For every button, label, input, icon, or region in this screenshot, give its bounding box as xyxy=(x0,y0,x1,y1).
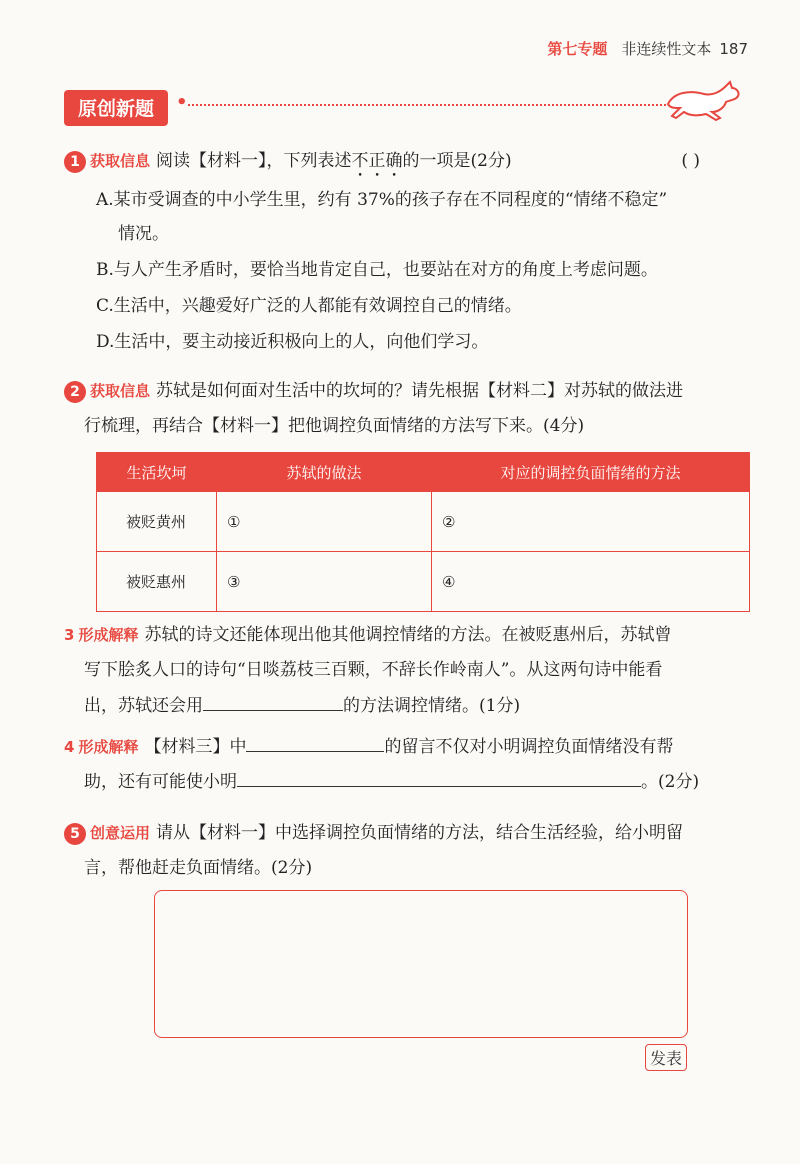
question-number: 1 xyxy=(64,151,86,173)
question-4 xyxy=(64,732,754,762)
question-text: 阅读【材料一】，下列表述 xyxy=(156,151,352,171)
question-3-cont: 写下脍炙人口的诗句“日啖荔枝三百颗，不辞长作岭南人”。从这两句诗中能看 xyxy=(84,660,663,680)
question-5 xyxy=(64,818,754,848)
topic-label: 非连续性文本 xyxy=(621,40,712,58)
banner-dotted-line xyxy=(188,104,670,106)
fill-blank[interactable] xyxy=(246,733,384,752)
question-number: 3 xyxy=(64,626,75,644)
question-2-cont: 行梳理，再结合【材料一】把他调控负面情绪的方法写下来。(4分) xyxy=(84,416,585,436)
page-number: 187 xyxy=(719,40,748,58)
question-text: 苏轼的诗文还能体现出他其他调控情绪的方法。在被贬惠州后，苏轼曾 xyxy=(144,625,672,645)
table-row xyxy=(97,552,750,612)
emphasis-text: 不正确 xyxy=(351,151,403,171)
section-banner: 原创新题 xyxy=(64,90,168,126)
banner-dot: • xyxy=(176,92,188,113)
fill-text: 。(2分) xyxy=(641,772,700,792)
answer-cell[interactable]: ④ xyxy=(432,552,750,612)
answer-table xyxy=(96,452,750,612)
table-header-row xyxy=(97,453,750,492)
running-cat-icon xyxy=(664,78,744,122)
answer-cell[interactable]: ③ xyxy=(217,552,432,612)
question-number: 4 xyxy=(64,738,75,756)
row-label: 被贬惠州 xyxy=(97,552,217,612)
question-3 xyxy=(64,620,754,650)
fill-blank[interactable] xyxy=(237,768,641,787)
question-text-end: 的一项是(2分) xyxy=(402,151,512,171)
question-1 xyxy=(64,146,754,181)
option-c: C.生活中，兴趣爱好广泛的人都能有效调控自己的情绪。 xyxy=(96,296,522,316)
question-text: 请从【材料一】中选择调控负面情绪的方法，结合生活经验，给小明留 xyxy=(156,823,684,843)
option-a: A.某市受调查的中小学生里，约有 37%的孩子存在不同程度的“情绪不稳定” xyxy=(96,190,668,210)
table-header: 生活坎坷 xyxy=(97,453,217,492)
option-a-cont: 情况。 xyxy=(118,224,169,244)
answer-cell[interactable]: ② xyxy=(432,492,750,552)
question-5-cont: 言，帮他赶走负面情绪。(2分) xyxy=(84,858,313,878)
fill-blank[interactable] xyxy=(203,692,343,711)
option-b: B.与人产生矛盾时，要恰当地肯定自己，也要站在对方的角度上考虑问题。 xyxy=(96,260,658,280)
row-label: 被贬黄州 xyxy=(97,492,217,552)
question-3-fill-line xyxy=(84,690,754,722)
question-2 xyxy=(64,376,754,406)
option-d: D.生活中，要主动接近积极向上的人，向他们学习。 xyxy=(96,332,489,352)
fill-text: 的方法调控情绪。(1分) xyxy=(343,696,521,716)
chapter-label: 第七专题 xyxy=(547,40,608,58)
table-header: 对应的调控负面情绪的方法 xyxy=(432,453,750,492)
answer-textbox[interactable] xyxy=(154,890,688,1038)
table-header: 苏轼的做法 xyxy=(217,453,432,492)
question-number: 2 xyxy=(64,381,86,403)
fill-text: 的留言不仅对小明调控负面情绪没有帮 xyxy=(384,737,674,757)
question-tag: 获取信息 xyxy=(90,152,151,170)
table-row xyxy=(97,492,750,552)
question-tag: 形成解释 xyxy=(78,738,139,756)
question-text: 苏轼是如何面对生活中的坎坷的？请先根据【材料二】对苏轼的做法进 xyxy=(156,381,684,401)
fill-text: 助，还有可能使小明 xyxy=(84,772,237,792)
page-header xyxy=(547,38,748,59)
question-tag: 获取信息 xyxy=(90,382,151,400)
question-tag: 创意运用 xyxy=(90,824,151,842)
fill-text: 【材料三】中 xyxy=(144,737,247,757)
answer-cell[interactable]: ① xyxy=(217,492,432,552)
publish-button[interactable]: 发表 xyxy=(645,1044,687,1071)
question-tag: 形成解释 xyxy=(78,626,139,644)
question-4-fill-line xyxy=(84,766,754,798)
question-number: 5 xyxy=(64,823,86,845)
fill-text: 出，苏轼还会用 xyxy=(84,696,203,716)
answer-parentheses[interactable]: ( ) xyxy=(681,151,700,171)
